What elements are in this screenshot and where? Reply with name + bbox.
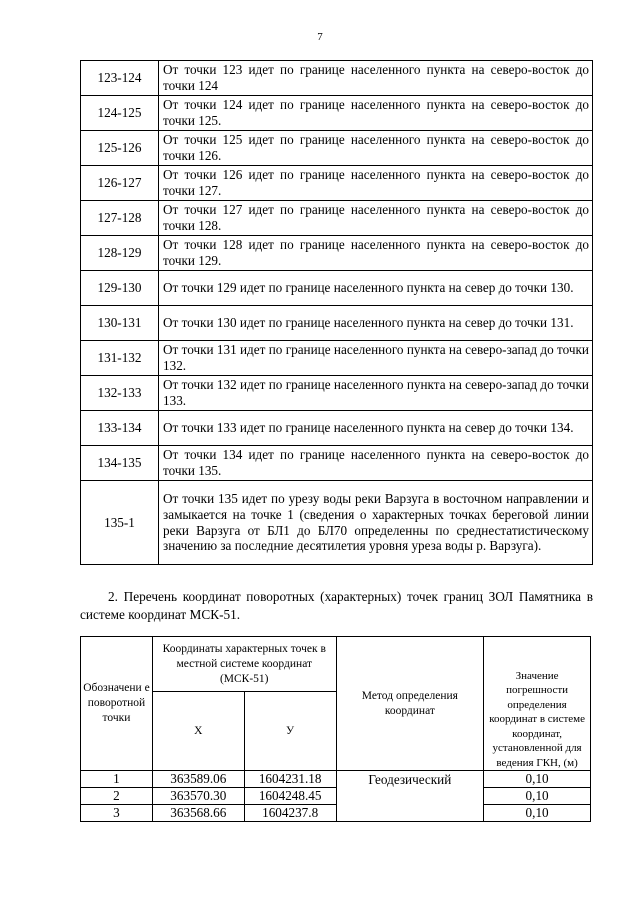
y-header: У: [244, 692, 336, 771]
segment-row: [81, 96, 593, 131]
accuracy-value: 0,10: [484, 788, 591, 805]
segment-row: [81, 306, 593, 341]
segment-row: [81, 481, 593, 565]
x-value: 363570.30: [152, 788, 244, 805]
coords-group-header: Координаты характерных точек в местной системе координат (МСК-51): [152, 637, 336, 692]
segment-id: 124-125: [81, 96, 159, 131]
segment-row: [81, 376, 593, 411]
segment-id: 127-128: [81, 201, 159, 236]
segment-description: От точки 125 идет по границе населенного пункта на северо-восток до точки 126.: [159, 131, 593, 166]
point-header: Обозначени е поворотной точки: [81, 637, 153, 771]
header-row: [81, 637, 591, 692]
accuracy-value: 0,10: [484, 771, 591, 788]
x-value: 363589.06: [152, 771, 244, 788]
method-header: Метод определения координат: [336, 637, 484, 771]
segment-description: От точки 132 идет по границе населенного пункта на северо-запад до точки 133.: [159, 376, 593, 411]
page-number: 7: [317, 31, 323, 43]
point-id: 1: [81, 771, 153, 788]
coord-row: [81, 771, 591, 788]
segment-id: 125-126: [81, 131, 159, 166]
accuracy-value: 0,10: [484, 805, 591, 822]
segment-description: От точки 126 идет по границе населенного пункта на северо-восток до точки 127.: [159, 166, 593, 201]
segment-id: 134-135: [81, 446, 159, 481]
segment-id: 128-129: [81, 236, 159, 271]
segment-description: От точки 133 идет по границе населенного пункта на север до точки 134.: [159, 411, 593, 446]
segment-id: 130-131: [81, 306, 159, 341]
method-value: Геодезический: [336, 771, 484, 822]
segment-row: [81, 61, 593, 96]
segment-row: [81, 131, 593, 166]
y-value: 1604237.8: [244, 805, 336, 822]
segment-description: От точки 134 идет по границе населенного пункта на северо-восток до точки 135.: [159, 446, 593, 481]
segment-description: От точки 129 идет по границе населенного пункта на север до точки 130.: [159, 271, 593, 306]
point-id: 3: [81, 805, 153, 822]
segment-row: [81, 411, 593, 446]
accuracy-header: Значение погрешности определения координат в системе координат, установленной для ведения ГКН, (м): [484, 637, 591, 771]
segment-description: От точки 131 идет по границе населенного пункта на северо-запад до точки 132.: [159, 341, 593, 376]
segment-description: От точки 128 идет по границе населенного пункта на северо-восток до точки 129.: [159, 236, 593, 271]
section-paragraph: 2. Перечень координат поворотных (характерных) точек границ ЗОЛ Памятника в системе координат МСК-51.: [80, 589, 593, 622]
segment-description: От точки 127 идет по границе населенного пункта на северо-восток до точки 128.: [159, 201, 593, 236]
y-value: 1604231.18: [244, 771, 336, 788]
y-value: 1604248.45: [244, 788, 336, 805]
segment-row: [81, 446, 593, 481]
segment-id: 131-132: [81, 341, 159, 376]
coord-row: [81, 788, 591, 805]
segment-id: 126-127: [81, 166, 159, 201]
point-id: 2: [81, 788, 153, 805]
segment-row: [81, 236, 593, 271]
segment-description: От точки 135 идет по урезу воды реки Варзуга в восточном направлении и замыкается на точке 1 (сведения о характерных точках береговой линии реки Варзуга от БЛ1 до БЛ70 определенны по среднестатистическому значению за последние десятилетия уровня уреза воды р. Варзуга).: [159, 481, 593, 565]
segment-id: 133-134: [81, 411, 159, 446]
segment-description: От точки 123 идет по границе населенного пункта на северо-восток до точки 124: [159, 61, 593, 96]
segment-id: 123-124: [81, 61, 159, 96]
segment-row: [81, 201, 593, 236]
segment-description: От точки 130 идет по границе населенного пункта на север до точки 131.: [159, 306, 593, 341]
x-value: 363568.66: [152, 805, 244, 822]
segment-row: [81, 341, 593, 376]
segment-row: [81, 166, 593, 201]
segment-row: [81, 271, 593, 306]
segment-description: От точки 124 идет по границе населенного пункта на северо-восток до точки 125.: [159, 96, 593, 131]
coordinates-table: [80, 636, 591, 822]
segment-id: 129-130: [81, 271, 159, 306]
boundary-segments-table: [80, 60, 593, 565]
segment-id: 132-133: [81, 376, 159, 411]
coord-row: [81, 805, 591, 822]
segment-id: 135-1: [81, 481, 159, 565]
x-header: X: [152, 692, 244, 771]
